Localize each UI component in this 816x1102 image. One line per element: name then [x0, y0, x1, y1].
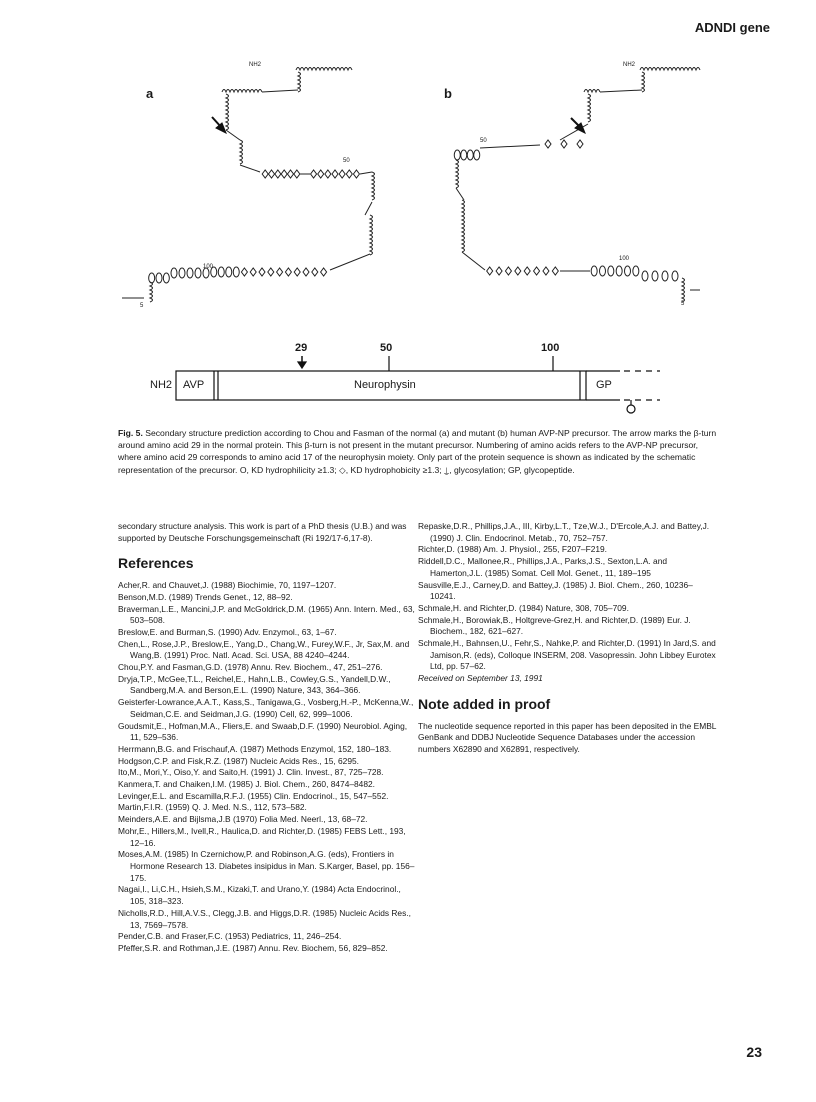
- hydrophilic-marker: [633, 266, 639, 276]
- helix-segment: [298, 72, 301, 92]
- beta-turn-arrow-b: [571, 118, 585, 133]
- hydrophobic-marker: [268, 268, 274, 276]
- panel-a-residue-50: 50: [343, 158, 350, 164]
- left-column: [118, 521, 418, 955]
- reference-entry: Schmale,H., Borowiak,B., Holtgreve-Grez,H. and Richter,D. (1989) Eur. J. Biochem., 182, 621–627.: [418, 614, 691, 637]
- reference-entry: Hodgson,C.P. and Fisk,R.Z. (1987) Nucleic Acids Res., 15, 6295.: [118, 755, 359, 766]
- reference-entry: Chen,L., Rose,J.P., Breslow,E., Yang,D., Chang,W., Furey,W.F., Jr, Sax,M. and Wang,B. (1991) Proc. Natl. Acad. Sci. USA, 88 4240–4244.: [118, 638, 410, 661]
- hydrophobic-marker: [505, 267, 511, 275]
- hydrophilic-marker: [608, 266, 614, 276]
- helix-segment: [584, 90, 600, 93]
- hydrophilic-marker: [652, 271, 658, 281]
- hydrophobic-marker: [250, 268, 256, 276]
- hydrophobic-marker: [496, 267, 502, 275]
- hydrophobic-marker: [262, 170, 268, 178]
- reference-entry: Herrmann,B.G. and Frischauf,A. (1987) Methods Enzymol, 152, 180–183.: [118, 743, 392, 754]
- caption-text: Secondary structure prediction according to Chou and Fasman of the normal (a) and mutant (b) human AVP-NP precursor. The arrow marks the β-turn around amino acid 29 in the normal protein. This β-turn is not present in the mutant precursor. Numbering of amino acids refers to the AVP-NP precursor, where amino acid 29 corresponds to amino acid 17 of the neurophysin moiety. Only part of the protein sequence is shown as indicated by the schematic representation of the precursor. O, KD hydrophilicity ≥1.3; ◇, KD hydrophobicity ≥1.3; ⍊, glycosylation; GP, glycopeptide.: [118, 428, 717, 475]
- reference-entry: Moses,A.M. (1985) In Czernichow,P. and Robinson,A.G. (eds), Frontiers in Hormone Research 13. Diabetes insipidus in Man. S.Karger, Basel, pp. 156–175.: [118, 849, 415, 883]
- hydrophilic-marker: [156, 273, 162, 283]
- sheet-segment: [262, 90, 298, 92]
- hydrophobic-marker: [294, 170, 300, 178]
- hydrophilic-marker: [163, 273, 169, 283]
- reference-entry: Pender,C.B. and Fraser,F.C. (1953) Pediatrics, 11, 246–254.: [118, 931, 342, 942]
- hydrophilic-marker: [233, 267, 239, 277]
- sheet-segment: [456, 188, 464, 200]
- helix-segment: [296, 68, 352, 71]
- hydrophilic-marker: [171, 268, 177, 278]
- hydrophobic-marker: [552, 267, 558, 275]
- reference-entry: Schmale,H. and Richter,D. (1984) Nature, 308, 705–709.: [418, 602, 629, 613]
- reference-entry: Dryja,T.P., McGee,T.L., Reichel,E., Hahn,L.B., Cowley,G.S., Yandell,D.W., Sandberg,M.A. and Berson,E.L. (1990) Nature, 343, 364–366.: [118, 673, 391, 696]
- reference-entry: Sausville,E.J., Carney,D. and Battey,J. (1985) J. Biol. Chem., 260, 10236–10241.: [418, 579, 693, 602]
- hydrophobic-marker: [281, 170, 287, 178]
- hydrophobic-marker: [311, 170, 317, 178]
- running-title: ADNDI gene: [694, 20, 770, 35]
- hydrophilic-marker: [149, 273, 155, 283]
- helix-segment: [462, 200, 465, 252]
- hydrophobic-marker: [321, 268, 327, 276]
- schema-tick-100-label: 100: [541, 342, 560, 354]
- reference-entry: Chou,P.Y. and Fasman,G.D. (1978) Annu. Rev. Biochem., 47, 251–276.: [118, 662, 383, 673]
- hydrophobic-marker: [515, 267, 521, 275]
- hydrophobic-marker: [303, 268, 309, 276]
- reference-entry: Levinger,E.L. and Escamilla,R.F.J. (1955) Clin. Endocrinol., 15, 547–552.: [118, 790, 389, 801]
- sheet-segment: [360, 172, 372, 174]
- panel-a-residue-100: 100: [203, 264, 214, 270]
- hydrophobic-marker: [346, 170, 352, 178]
- hydrophilic-marker: [467, 150, 473, 160]
- hydrophobic-marker: [241, 268, 247, 276]
- reference-entry: Breslow,E. and Burman,S. (1990) Adv. Enzymol., 63, 1–67.: [118, 626, 337, 637]
- figure-caption: [118, 427, 718, 476]
- right-column: [418, 521, 718, 756]
- panel-b-residue-100: 100: [619, 256, 630, 262]
- helix-segment: [682, 278, 685, 302]
- reference-entry: Pfeffer,S.R. and Rothman,J.E. (1987) Annu. Rev. Biochem, 56, 829–852.: [118, 942, 388, 953]
- sheet-segment: [462, 252, 485, 270]
- hydrophobic-marker: [285, 268, 291, 276]
- helix-segment: [642, 72, 645, 92]
- panel-a-structure: [122, 68, 375, 303]
- hydrophobic-marker: [561, 140, 567, 148]
- schema-neurophysin-label: Neurophysin: [354, 379, 416, 391]
- hydrophilic-marker: [591, 266, 597, 276]
- panel-b-residue-5: 5: [681, 301, 685, 307]
- hydrophobic-marker: [577, 140, 583, 148]
- caption-label: Fig. 5.: [118, 428, 143, 438]
- hydrophobic-marker: [294, 268, 300, 276]
- reference-entry: Repaske,D.R., Phillips,J.A., III, Kirby,L.T., Tze,W.J., D'Ercole,A.J. and Battey,J. (1990) J. Clin. Endocrinol. Metab., 70, 752–757.: [418, 521, 710, 543]
- hydrophilic-marker: [616, 266, 622, 276]
- hydrophobic-marker: [325, 170, 331, 178]
- reference-entry: Nagai,I., Li,C.H., Hsieh,S.M., Kizaki,T. and Urano,Y. (1984) Acta Endocrinol., 105, 318–323.: [118, 884, 401, 907]
- helix-segment: [222, 90, 262, 93]
- reference-entry: Kanmera,T. and Chaiken,I.M. (1985) J. Biol. Chem., 260, 8474–8482.: [118, 779, 375, 790]
- references-list-left: [118, 580, 418, 955]
- sheet-segment: [480, 145, 540, 148]
- sheet-segment: [365, 202, 372, 215]
- sheet-segment: [330, 254, 370, 270]
- reference-entry: Richter,D. (1988) Am. J. Physiol., 255, F207–F219.: [418, 544, 607, 555]
- helix-segment: [370, 215, 373, 255]
- reference-entry: Benson,M.D. (1989) Trends Genet., 12, 88–92.: [118, 591, 293, 602]
- panel-b-structure: [454, 68, 700, 303]
- references-list-right: [418, 521, 718, 673]
- secondary-structure-figure: [0, 0, 816, 425]
- note-text: The nucleotide sequence reported in this paper has been deposited in the EMBL GenBank and DDBJ Nucleotide Sequence Databases under the accession numbers X62890 and X62891, respectively.: [418, 720, 717, 754]
- schema-nh2-label: NH2: [150, 379, 173, 391]
- helix-segment: [588, 94, 591, 122]
- hydrophilic-marker: [195, 268, 201, 278]
- reference-entry: Meinders,A.E. and Bijlsma,J.B (1970) Folia Med. Neerl., 13, 68–72.: [118, 814, 368, 825]
- reference-entry: Goudsmit,E., Hofman,M.A., Fliers,E. and Swaab,D.F. (1990) Neurobiol. Aging, 11, 529–536.: [118, 720, 408, 743]
- hydrophilic-marker: [600, 266, 606, 276]
- hydrophobic-marker: [259, 268, 265, 276]
- hydrophobic-marker: [543, 267, 549, 275]
- reference-entry: Ito,M., Mori,Y., Oiso,Y. and Saito,H. (1991) J. Clin. Invest., 87, 725–728.: [118, 767, 384, 778]
- schema-tick-50-label: 50: [380, 342, 393, 354]
- hydrophobic-marker: [487, 267, 493, 275]
- hydrophilic-marker: [187, 268, 193, 278]
- reference-entry: Schmale,H., Bahnsen,U., Fehr,S., Nahke,P. and Richter,D. (1991) In Jard,S. and Jamison,R. (eds), Colloque INSERM, 208. Vasopressin. John Libbey Eurotex Ltd, pp. 57–62.: [418, 638, 716, 672]
- received-date: Received on September 13, 1991: [418, 673, 543, 684]
- hydrophilic-marker: [474, 150, 480, 160]
- schema-tick-29-label: 29: [295, 342, 308, 354]
- panel-b-nh2-label: NH2: [623, 62, 636, 68]
- schema-avp-label: AVP: [183, 379, 205, 391]
- hydrophobic-marker: [332, 170, 338, 178]
- hydrophobic-marker: [288, 170, 294, 178]
- hydrophilic-marker: [672, 271, 678, 281]
- reference-entry: Mohr,E., Hillers,M., Ivell,R., Haulica,D. and Richter,D. (1985) FEBS Lett., 193, 12–16.: [118, 825, 406, 848]
- reference-entry: Riddell,D.C., Mallonee,R., Phillips,J.A., Parks,J.S., Sexton,L.A. and Hamerton,J.L. (1985) Somat. Cell Mol. Genet., 11, 189–195: [418, 556, 668, 578]
- helix-segment: [456, 160, 459, 188]
- helix-segment: [372, 172, 375, 200]
- hydrophilic-marker: [179, 268, 185, 278]
- helix-segment: [150, 282, 153, 302]
- hydrophilic-marker: [454, 150, 460, 160]
- references-heading: References: [118, 555, 194, 572]
- hydrophobic-marker: [339, 170, 345, 178]
- reference-entry: Nicholls,R.D., Hill,A.V.S., Clegg,J.B. and Higgs,D.R. (1985) Nucleic Acids Res., 13, 7569–7578.: [118, 907, 411, 930]
- hydrophobic-marker: [524, 267, 530, 275]
- hydrophobic-marker: [275, 170, 281, 178]
- panel-b-residue-50: 50: [480, 138, 487, 144]
- hydrophilic-marker: [625, 266, 631, 276]
- sheet-segment: [240, 165, 260, 172]
- schema-gp-label: GP: [596, 379, 612, 391]
- hydrophobic-marker: [277, 268, 283, 276]
- panel-a-residue-5: 5: [140, 303, 144, 309]
- panel-b-label: b: [444, 86, 452, 101]
- hydrophobic-marker: [318, 170, 324, 178]
- note-heading: Note added in proof: [418, 695, 551, 712]
- hydrophilic-marker: [461, 150, 467, 160]
- hydrophilic-marker: [218, 267, 224, 277]
- helix-segment: [240, 140, 243, 164]
- hydrophilic-marker: [642, 271, 648, 281]
- hydrophobic-marker: [353, 170, 359, 178]
- helix-segment: [640, 68, 700, 71]
- reference-entry: Geisterfer-Lowrance,A.A.T., Kass,S., Tanigawa,G., Vosberg,H.-P., McKenna,W., Seidman,C.E. and Seidman,J.G. (1990) Cell, 62, 999–1006.: [118, 697, 414, 719]
- hydrophobic-marker: [312, 268, 318, 276]
- reference-entry: Braverman,L.E., Mancini,J.P. and McGoldrick,D.M. (1965) Ann. Intern. Med., 63, 503–508.: [118, 603, 415, 626]
- hydrophobic-marker: [545, 140, 551, 148]
- reference-entry: Martin,F.I.R. (1959) Q. J. Med. N.S., 112, 573–582.: [118, 802, 307, 813]
- hydrophilic-marker: [662, 271, 668, 281]
- panel-a-nh2-label: NH2: [249, 62, 262, 68]
- sheet-segment: [226, 130, 240, 140]
- reference-entry: Acher,R. and Chauvet,J. (1988) Biochimie, 70, 1197–1207.: [118, 580, 337, 591]
- beta-turn-arrow-a: [212, 117, 226, 133]
- hydrophobic-marker: [534, 267, 540, 275]
- panel-a-label: a: [146, 86, 154, 101]
- sheet-segment: [600, 90, 642, 92]
- precursor-schematic: [176, 356, 660, 413]
- hydrophobic-marker: [269, 170, 275, 178]
- page-number: 23: [746, 1044, 762, 1060]
- hydrophilic-marker: [226, 267, 232, 277]
- helix-segment: [226, 94, 229, 130]
- acknowledgement-text: secondary structure analysis. This work is part of a PhD thesis (U.B.) and was supported by Deutsche Forschungsgemeinschaft (Ri 192/17-6,17-8).: [118, 521, 407, 543]
